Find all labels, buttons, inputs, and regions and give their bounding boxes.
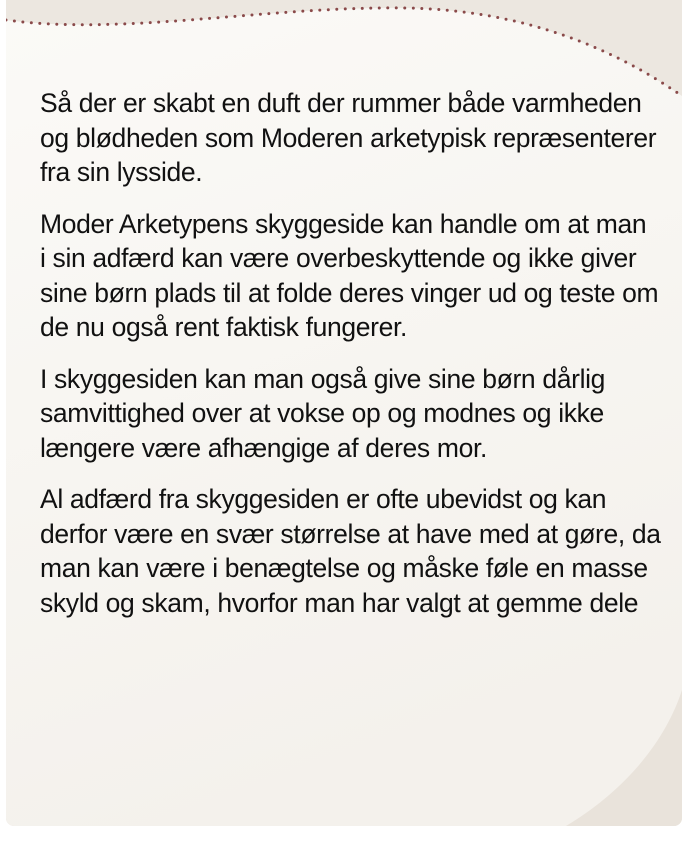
body-text xyxy=(40,86,680,637)
paragraph-daarlig-samvittighed: I skyggesiden kan man også give sine børn dårlig samvittighed over at vokse op og modnes og ikke længere være afhængige af deres mor. xyxy=(40,363,606,463)
paragraph-ubevidst-adfaerd: Al adfærd fra skyggesiden er ofte ubevidst og kan derfor være en svær størrelse at have med at gøre, da man kan være i benægtelse og måske føle en masse skyld og skam, hvorfor man har valgt at gemme dele xyxy=(40,484,661,618)
paragraph-lysside: Så der er skabt en duft der rummer både varmheden og blødheden som Moderen arketypisk repræsenterer fra sin lysside. xyxy=(40,88,657,187)
paragraph-skyggeside: Moder Arketypens skyggeside kan handle om at man i sin adfærd kan være overbeskyttende og ikke giver sine børn plads til at folde deres vinger ud og teste om de nu også rent faktisk fungerer. xyxy=(40,208,659,342)
document-card xyxy=(6,0,682,826)
